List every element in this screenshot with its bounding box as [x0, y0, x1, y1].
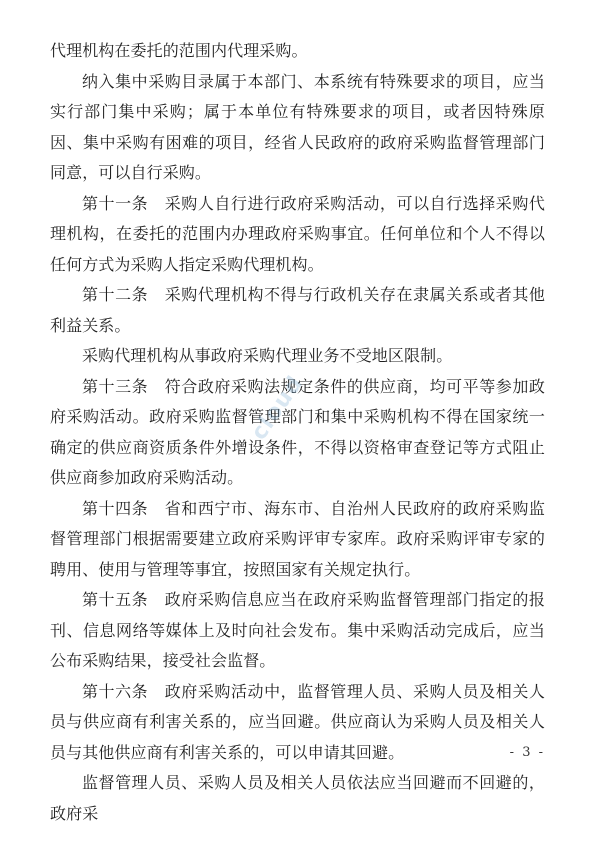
article-16: 第十六条 政府采购活动中，监督管理人员、采购人员及相关人员与供应商有利害关系的，应当回避。供应商认为采购人员及相关人员与其他供应商有利害关系的，可以申请其回避。: [50, 681, 545, 762]
article-14: 第十四条 省和西宁市、海东市、自治州人民政府的政府采购监督管理部门根据需要建立政府采购评审专家库。政府采购评审专家的聘用、使用与管理等事宜，按照国家有关规定执行。: [50, 498, 545, 579]
paragraph-continued: 代理机构在委托的范围内代理采购。: [50, 41, 308, 60]
page-number: - 3 -: [509, 745, 545, 760]
article-13: 第十三条 符合政府采购法规定条件的供应商，均可平等参加政府采购活动。政府采购监督管理部门和集中采购机构不得在国家统一确定的供应商资质条件外增设条件，不得以资格审查登记等方式阻止供应商参加政府采购活动。: [50, 376, 545, 487]
paragraph: 纳入集中采购目录属于本部门、本系统有特殊要求的项目，应当实行部门集中采购；属于本单位有特殊要求的项目，或者因特殊原因、集中采购有困难的项目，经省人民政府的政府采购监督管理部门同意，可以自行采购。: [50, 71, 545, 182]
paragraph: 采购代理机构从事政府采购代理业务不受地区限制。: [82, 346, 453, 365]
article-11: 第十一条 采购人自行进行政府采购活动，可以自行选择采购代理机构，在委托的范围内办理政府采购事宜。任何单位和个人不得以任何方式为采购人指定采购代理机构。: [50, 193, 545, 274]
paragraph-continues: 监督管理人员、采购人员及相关人员依法应当回避而不回避的，政府采: [50, 773, 545, 823]
article-12: 第十二条 采购代理机构不得与行政机关存在隶属关系或者其他利益关系。: [50, 285, 545, 335]
watermark-logo: cloud: [246, 371, 309, 445]
article-15: 第十五条 政府采购信息应当在政府采购监督管理部门指定的报刊、信息网络等媒体上及时向社会发布。集中采购活动完成后，应当公布采购结果，接受社会监督。: [50, 590, 545, 670]
